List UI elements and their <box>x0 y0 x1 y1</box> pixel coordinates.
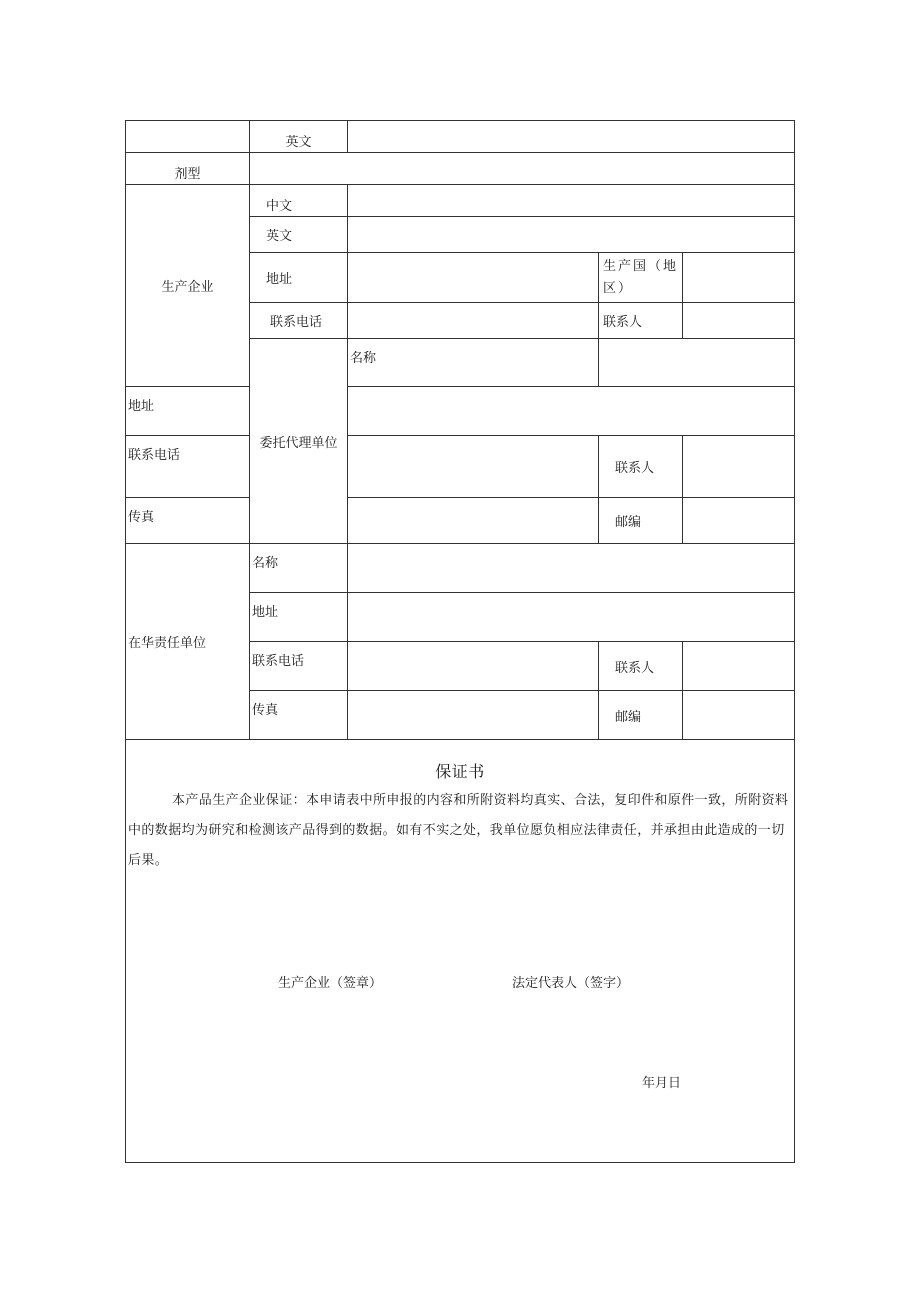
agent-phone-label: 联系电话 <box>126 436 250 498</box>
manufacturer-english-field[interactable] <box>348 217 795 253</box>
guarantee-section <box>126 740 795 1163</box>
dosage-form-label: 剂型 <box>126 153 250 185</box>
china-unit-fax-label: 传真 <box>250 691 348 740</box>
china-unit-fax-field[interactable] <box>348 691 599 740</box>
agent-phone-field[interactable] <box>348 436 599 498</box>
china-unit-section-label: 在华责任单位 <box>126 544 250 740</box>
row-english-name <box>126 121 795 153</box>
agent-address-field[interactable] <box>348 387 795 436</box>
manufacturer-country-field[interactable] <box>683 253 795 303</box>
china-unit-postcode-field[interactable] <box>683 691 795 740</box>
manufacturer-address-field[interactable] <box>348 253 599 303</box>
china-unit-name-label: 名称 <box>250 544 348 593</box>
blank-cell <box>126 121 250 153</box>
row-agent-fax <box>126 498 795 544</box>
china-unit-name-field[interactable] <box>348 544 795 593</box>
agent-postcode-field[interactable] <box>683 498 795 544</box>
manufacturer-section-label: 生产企业 <box>126 185 250 387</box>
manufacturer-chinese-field[interactable] <box>348 185 795 217</box>
row-agent-phone <box>126 436 795 498</box>
row-guarantee <box>126 740 795 1163</box>
manufacturer-english-label: 英文 <box>250 217 348 253</box>
english-name-field[interactable] <box>348 121 795 153</box>
row-china-unit-name <box>126 544 795 593</box>
manufacturer-phone-field[interactable] <box>348 303 599 339</box>
company-signature-label: 生产企业（签章） <box>278 976 383 991</box>
application-form-table <box>125 120 795 1163</box>
china-unit-contact-field[interactable] <box>683 642 795 691</box>
agent-section-label: 委托代理单位 <box>250 339 348 544</box>
china-unit-phone-label: 联系电话 <box>250 642 348 691</box>
agent-postcode-label: 邮编 <box>599 498 683 544</box>
china-unit-contact-label: 联系人 <box>599 642 683 691</box>
china-unit-postcode-label: 邮编 <box>599 691 683 740</box>
guarantee-title: 保证书 <box>435 762 485 781</box>
agent-contact-field[interactable] <box>683 436 795 498</box>
china-unit-address-field[interactable] <box>348 593 795 642</box>
china-unit-address-label: 地址 <box>250 593 348 642</box>
row-manufacturer-chinese <box>126 185 795 217</box>
row-agent-address <box>126 387 795 436</box>
manufacturer-contact-field[interactable] <box>683 303 795 339</box>
row-dosage-form <box>126 153 795 185</box>
manufacturer-address-label: 地址 <box>250 253 348 303</box>
english-name-label: 英文 <box>250 121 348 153</box>
manufacturer-chinese-label: 中文 <box>250 185 348 217</box>
guarantee-body: 本产品生产企业保证：本申请表中所申报的内容和所附资料均真实、合法，复印件和原件一致，所附资料中的数据均为研究和检测该产品得到的数据。如有不实之处，我单位愿负相应法律责任，并承担由此造成的一切后果。 <box>128 793 789 868</box>
representative-signature-label: 法定代表人（签字） <box>512 976 630 991</box>
agent-name-label: 名称 <box>348 339 599 387</box>
agent-name-field[interactable] <box>599 339 795 387</box>
agent-contact-label: 联系人 <box>599 436 683 498</box>
agent-fax-label: 传真 <box>126 498 250 544</box>
manufacturer-phone-label: 联系电话 <box>250 303 348 339</box>
manufacturer-contact-label: 联系人 <box>599 303 683 339</box>
agent-fax-field[interactable] <box>348 498 599 544</box>
manufacturer-country-label: 生产国（地区） <box>599 253 683 303</box>
china-unit-phone-field[interactable] <box>348 642 599 691</box>
dosage-form-field[interactable] <box>250 153 795 185</box>
date-label: 年月日 <box>642 1076 682 1091</box>
agent-address-label: 地址 <box>126 387 250 436</box>
